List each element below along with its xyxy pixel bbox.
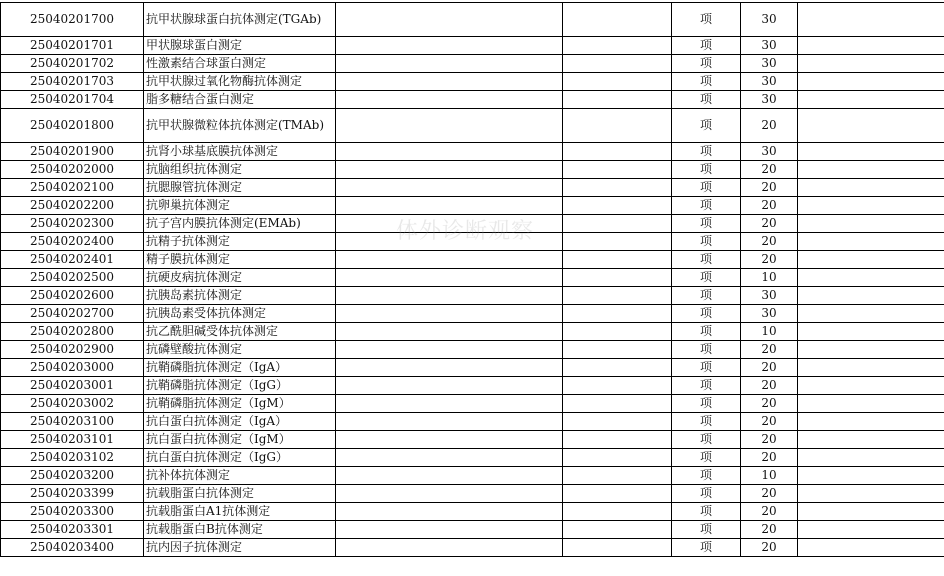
- content-cell: [336, 215, 563, 233]
- exclusion-cell: [563, 521, 672, 539]
- note-cell: [798, 395, 944, 413]
- table-row: [1, 197, 944, 215]
- note-cell: [798, 179, 944, 197]
- unit-cell: 项: [672, 377, 741, 395]
- note-cell: [798, 91, 944, 109]
- item-name-cell: 抗肾小球基底膜抗体测定: [144, 143, 336, 161]
- exclusion-cell: [563, 287, 672, 305]
- exclusion-cell: [563, 413, 672, 431]
- unit-cell: 项: [672, 413, 741, 431]
- table-row: [1, 179, 944, 197]
- item-code-cell: 25040202600: [1, 287, 144, 305]
- price-cell: 30: [741, 3, 798, 37]
- item-code-cell: 25040202000: [1, 161, 144, 179]
- content-cell: [336, 305, 563, 323]
- table-row: [1, 3, 944, 37]
- exclusion-cell: [563, 251, 672, 269]
- exclusion-cell: [563, 485, 672, 503]
- table-row: [1, 305, 944, 323]
- table-row: [1, 467, 944, 485]
- content-cell: [336, 233, 563, 251]
- unit-cell: 项: [672, 503, 741, 521]
- exclusion-cell: [563, 161, 672, 179]
- note-cell: [798, 521, 944, 539]
- table-row: [1, 109, 944, 143]
- note-cell: [798, 3, 944, 37]
- item-code-cell: 25040202400: [1, 233, 144, 251]
- exclusion-cell: [563, 197, 672, 215]
- note-cell: [798, 377, 944, 395]
- note-cell: [798, 359, 944, 377]
- item-code-cell: 25040203102: [1, 449, 144, 467]
- item-name-cell: 抗鞘磷脂抗体测定（IgA）: [144, 359, 336, 377]
- table-row: [1, 413, 944, 431]
- item-code-cell: 25040202401: [1, 251, 144, 269]
- item-name-cell: 抗甲状腺微粒体抗体测定(TMAb): [144, 109, 336, 143]
- item-code-cell: 25040201704: [1, 91, 144, 109]
- price-cell: 20: [741, 449, 798, 467]
- price-cell: 30: [741, 305, 798, 323]
- price-cell: 20: [741, 431, 798, 449]
- exclusion-cell: [563, 91, 672, 109]
- content-cell: [336, 3, 563, 37]
- note-cell: [798, 539, 944, 557]
- item-code-cell: 25040202200: [1, 197, 144, 215]
- item-name-cell: 精子膜抗体测定: [144, 251, 336, 269]
- table-row: [1, 377, 944, 395]
- item-name-cell: 抗脑组织抗体测定: [144, 161, 336, 179]
- exclusion-cell: [563, 449, 672, 467]
- content-cell: [336, 109, 563, 143]
- item-code-cell: 25040201800: [1, 109, 144, 143]
- content-cell: [336, 341, 563, 359]
- item-code-cell: 25040203000: [1, 359, 144, 377]
- item-code-cell: 25040203100: [1, 413, 144, 431]
- item-name-cell: 抗载脂蛋白抗体测定: [144, 485, 336, 503]
- unit-cell: 项: [672, 287, 741, 305]
- note-cell: [798, 269, 944, 287]
- price-cell: 30: [741, 143, 798, 161]
- price-cell: 10: [741, 269, 798, 287]
- item-name-cell: 抗胰岛素受体抗体测定: [144, 305, 336, 323]
- price-cell: 20: [741, 395, 798, 413]
- price-cell: 20: [741, 215, 798, 233]
- item-name-cell: 抗白蛋白抗体测定（IgM）: [144, 431, 336, 449]
- item-code-cell: 25040201900: [1, 143, 144, 161]
- note-cell: [798, 431, 944, 449]
- item-code-cell: 25040203101: [1, 431, 144, 449]
- price-cell: 30: [741, 55, 798, 73]
- item-code-cell: 25040202300: [1, 215, 144, 233]
- unit-cell: 项: [672, 215, 741, 233]
- content-cell: [336, 251, 563, 269]
- content-cell: [336, 197, 563, 215]
- item-code-cell: 25040203200: [1, 467, 144, 485]
- unit-cell: 项: [672, 197, 741, 215]
- content-cell: [336, 91, 563, 109]
- exclusion-cell: [563, 341, 672, 359]
- note-cell: [798, 305, 944, 323]
- item-name-cell: 抗甲状腺过氧化物酶抗体测定: [144, 73, 336, 91]
- content-cell: [336, 413, 563, 431]
- unit-cell: 项: [672, 91, 741, 109]
- item-code-cell: 25040203399: [1, 485, 144, 503]
- item-name-cell: 抗卵巢抗体测定: [144, 197, 336, 215]
- unit-cell: 项: [672, 323, 741, 341]
- unit-cell: 项: [672, 3, 741, 37]
- item-code-cell: 25040203301: [1, 521, 144, 539]
- item-name-cell: 抗鞘磷脂抗体测定（IgG）: [144, 377, 336, 395]
- unit-cell: 项: [672, 341, 741, 359]
- item-code-cell: 25040203400: [1, 539, 144, 557]
- exclusion-cell: [563, 269, 672, 287]
- table-row: [1, 161, 944, 179]
- table-row: [1, 359, 944, 377]
- item-code-cell: 25040203300: [1, 503, 144, 521]
- item-name-cell: 抗内因子抗体测定: [144, 539, 336, 557]
- item-code-cell: 25040201702: [1, 55, 144, 73]
- unit-cell: 项: [672, 233, 741, 251]
- table-row: [1, 91, 944, 109]
- note-cell: [798, 215, 944, 233]
- item-name-cell: 抗白蛋白抗体测定（IgG）: [144, 449, 336, 467]
- unit-cell: 项: [672, 269, 741, 287]
- exclusion-cell: [563, 73, 672, 91]
- note-cell: [798, 341, 944, 359]
- note-cell: [798, 485, 944, 503]
- item-name-cell: 抗胰岛素抗体测定: [144, 287, 336, 305]
- unit-cell: 项: [672, 305, 741, 323]
- content-cell: [336, 55, 563, 73]
- price-cell: 20: [741, 413, 798, 431]
- content-cell: [336, 449, 563, 467]
- item-code-cell: 25040202800: [1, 323, 144, 341]
- price-cell: 20: [741, 109, 798, 143]
- item-name-cell: 抗载脂蛋白A1抗体测定: [144, 503, 336, 521]
- unit-cell: 项: [672, 467, 741, 485]
- price-cell: 20: [741, 161, 798, 179]
- price-cell: 10: [741, 467, 798, 485]
- content-cell: [336, 503, 563, 521]
- content-cell: [336, 431, 563, 449]
- content-cell: [336, 73, 563, 91]
- content-cell: [336, 179, 563, 197]
- item-name-cell: 脂多糖结合蛋白测定: [144, 91, 336, 109]
- content-cell: [336, 485, 563, 503]
- exclusion-cell: [563, 109, 672, 143]
- content-cell: [336, 161, 563, 179]
- table-body: [1, 3, 944, 557]
- note-cell: [798, 73, 944, 91]
- exclusion-cell: [563, 233, 672, 251]
- note-cell: [798, 143, 944, 161]
- unit-cell: 项: [672, 539, 741, 557]
- table-row: [1, 233, 944, 251]
- exclusion-cell: [563, 143, 672, 161]
- unit-cell: 项: [672, 109, 741, 143]
- unit-cell: 项: [672, 161, 741, 179]
- unit-cell: 项: [672, 521, 741, 539]
- price-cell: 20: [741, 179, 798, 197]
- exclusion-cell: [563, 467, 672, 485]
- content-cell: [336, 377, 563, 395]
- table-row: [1, 449, 944, 467]
- price-cell: 30: [741, 287, 798, 305]
- item-code-cell: 25040202500: [1, 269, 144, 287]
- item-name-cell: 性激素结合球蛋白测定: [144, 55, 336, 73]
- exclusion-cell: [563, 179, 672, 197]
- unit-cell: 项: [672, 37, 741, 55]
- table-row: [1, 395, 944, 413]
- note-cell: [798, 55, 944, 73]
- content-cell: [336, 467, 563, 485]
- item-name-cell: 抗精子抗体测定: [144, 233, 336, 251]
- price-cell: 30: [741, 73, 798, 91]
- content-cell: [336, 395, 563, 413]
- price-cell: 20: [741, 251, 798, 269]
- item-code-cell: 25040201700: [1, 3, 144, 37]
- price-cell: 20: [741, 341, 798, 359]
- content-cell: [336, 143, 563, 161]
- table-row: [1, 539, 944, 557]
- exclusion-cell: [563, 359, 672, 377]
- table-row: [1, 37, 944, 55]
- item-name-cell: 抗磷壁酸抗体测定: [144, 341, 336, 359]
- note-cell: [798, 251, 944, 269]
- price-cell: 20: [741, 233, 798, 251]
- item-name-cell: 抗载脂蛋白B抗体测定: [144, 521, 336, 539]
- unit-cell: 项: [672, 359, 741, 377]
- item-name-cell: 甲状腺球蛋白测定: [144, 37, 336, 55]
- price-cell: 20: [741, 197, 798, 215]
- unit-cell: 项: [672, 143, 741, 161]
- item-code-cell: 25040203002: [1, 395, 144, 413]
- exclusion-cell: [563, 305, 672, 323]
- content-cell: [336, 37, 563, 55]
- item-name-cell: 抗白蛋白抗体测定（IgA）: [144, 413, 336, 431]
- price-cell: 20: [741, 377, 798, 395]
- price-cell: 30: [741, 91, 798, 109]
- content-cell: [336, 521, 563, 539]
- exclusion-cell: [563, 503, 672, 521]
- content-cell: [336, 269, 563, 287]
- item-name-cell: 抗补体抗体测定: [144, 467, 336, 485]
- price-cell: 20: [741, 359, 798, 377]
- content-cell: [336, 323, 563, 341]
- unit-cell: 项: [672, 449, 741, 467]
- note-cell: [798, 413, 944, 431]
- exclusion-cell: [563, 37, 672, 55]
- note-cell: [798, 37, 944, 55]
- item-code-cell: 25040202700: [1, 305, 144, 323]
- price-cell: 20: [741, 539, 798, 557]
- table-row: [1, 215, 944, 233]
- item-name-cell: 抗鞘磷脂抗体测定（IgM）: [144, 395, 336, 413]
- item-code-cell: 25040202900: [1, 341, 144, 359]
- unit-cell: 项: [672, 73, 741, 91]
- unit-cell: 项: [672, 55, 741, 73]
- content-cell: [336, 539, 563, 557]
- item-code-cell: 25040202100: [1, 179, 144, 197]
- table-row: [1, 287, 944, 305]
- exclusion-cell: [563, 3, 672, 37]
- table-row: [1, 521, 944, 539]
- note-cell: [798, 503, 944, 521]
- item-code-cell: 25040201703: [1, 73, 144, 91]
- content-cell: [336, 287, 563, 305]
- table-row: [1, 143, 944, 161]
- note-cell: [798, 197, 944, 215]
- item-name-cell: 抗甲状腺球蛋白抗体测定(TGAb): [144, 3, 336, 37]
- item-name-cell: 抗腮腺管抗体测定: [144, 179, 336, 197]
- note-cell: [798, 109, 944, 143]
- item-code-cell: 25040203001: [1, 377, 144, 395]
- table-row: [1, 341, 944, 359]
- note-cell: [798, 467, 944, 485]
- unit-cell: 项: [672, 485, 741, 503]
- note-cell: [798, 449, 944, 467]
- note-cell: [798, 287, 944, 305]
- table-row: [1, 503, 944, 521]
- content-cell: [336, 359, 563, 377]
- exclusion-cell: [563, 323, 672, 341]
- table-row: [1, 323, 944, 341]
- item-name-cell: 抗乙酰胆碱受体抗体测定: [144, 323, 336, 341]
- exclusion-cell: [563, 377, 672, 395]
- exclusion-cell: [563, 215, 672, 233]
- note-cell: [798, 323, 944, 341]
- exclusion-cell: [563, 431, 672, 449]
- watermark: 体外诊断观察: [396, 219, 535, 244]
- price-cell: 20: [741, 503, 798, 521]
- table-row: [1, 73, 944, 91]
- exclusion-cell: [563, 539, 672, 557]
- unit-cell: 项: [672, 251, 741, 269]
- item-name-cell: 抗子宫内膜抗体测定(EMAb): [144, 215, 336, 233]
- unit-cell: 项: [672, 431, 741, 449]
- table-row: [1, 251, 944, 269]
- exclusion-cell: [563, 55, 672, 73]
- price-cell: 20: [741, 485, 798, 503]
- table-row: [1, 269, 944, 287]
- exclusion-cell: [563, 395, 672, 413]
- price-cell: 10: [741, 323, 798, 341]
- note-cell: [798, 161, 944, 179]
- fee-table: [0, 2, 944, 557]
- table-row: [1, 55, 944, 73]
- table-row: [1, 431, 944, 449]
- item-name-cell: 抗硬皮病抗体测定: [144, 269, 336, 287]
- note-cell: [798, 233, 944, 251]
- price-cell: 20: [741, 521, 798, 539]
- unit-cell: 项: [672, 395, 741, 413]
- unit-cell: 项: [672, 179, 741, 197]
- item-code-cell: 25040201701: [1, 37, 144, 55]
- table-row: [1, 485, 944, 503]
- price-cell: 30: [741, 37, 798, 55]
